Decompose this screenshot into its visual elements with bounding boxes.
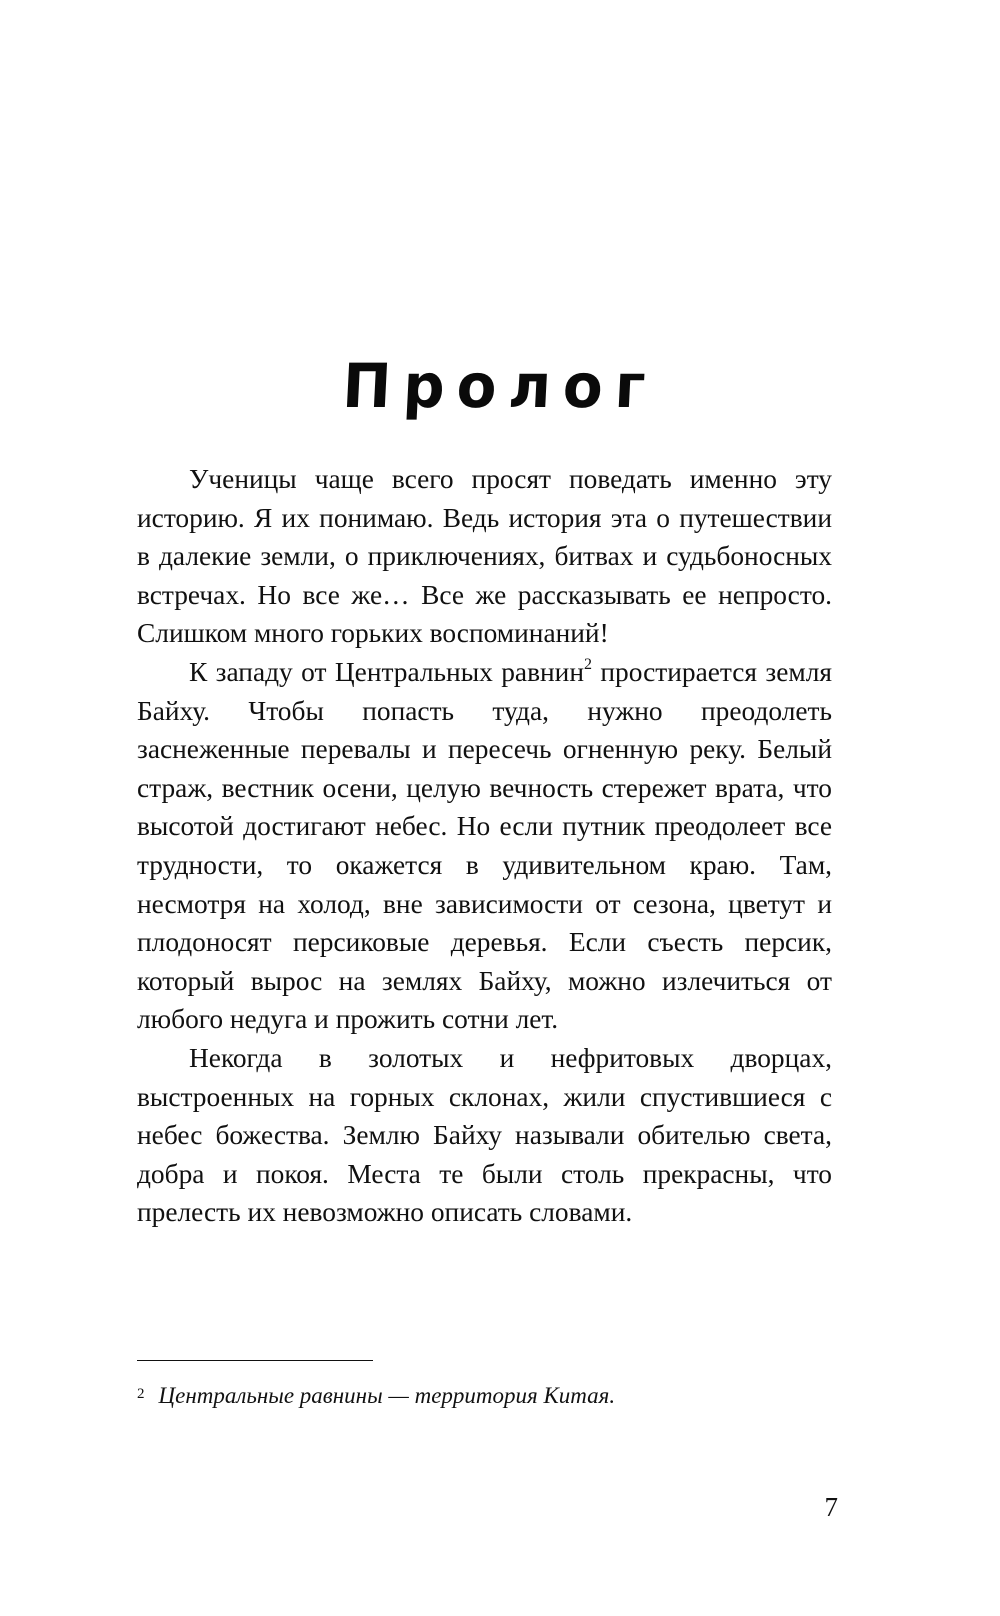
chapter-title: Пролог — [340, 350, 660, 422]
footnote-reference[interactable]: 2 — [583, 655, 592, 673]
chapter-body — [137, 460, 832, 1232]
footnote-divider — [137, 1360, 373, 1361]
footnote-mark: 2 — [137, 1386, 145, 1402]
paragraph-3: Некогда в золотых и нефритовых дворцах, выстроенных на горных склонах, жили спустившиеся с небес божества. Землю Байху называли обителью света, добра и покоя. Места те были столь прекрасны, что прелесть их невозможно описать словами. — [137, 1042, 832, 1228]
paragraph-2 — [137, 653, 832, 1039]
footnote — [137, 1381, 832, 1411]
paragraph-1: Ученицы чаще всего просят поведать именно эту историю. Я их понимаю. Ведь история эта о путешествии в далекие земли, о приключениях, битвах и судьбоносных встречах. Но все же… Все же рассказывать ее непросто. Слишком много горьких воспоминаний! — [137, 464, 832, 649]
paragraph-2-start: К западу от Центральных равнин — [189, 656, 584, 687]
page-number: 7 — [824, 1492, 838, 1522]
paragraph-2-rest: простирается земля Байху. Чтобы попасть туда, нужно преодолеть заснеженные перевалы и пересечь огненную реку. Белый страж, вестник осени, целую вечность стережет врата, что высотой достигают небес. Но если путник преодолеет все трудности, то окажется в удивительном краю. Там, несмотря на холод, вне зависимости от сезона, цветут и плодоносят персиковые деревья. Если съесть персик, который вырос на землях Байху, можно излечиться от любого недуга и прожить сотни лет. — [137, 656, 832, 1035]
footnote-text: Центральные равнины — территория Китая. — [158, 1383, 616, 1408]
